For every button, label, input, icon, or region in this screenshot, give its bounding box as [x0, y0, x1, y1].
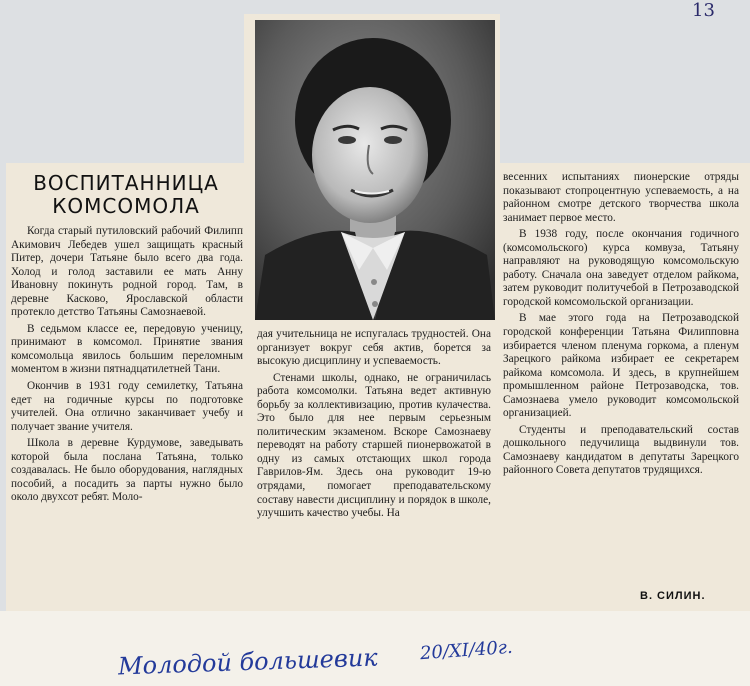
column-3-paragraph: В 1938 году, после окончания годичного (комсомольского) курса комвуза, Татьяну направляют на руководящую комсомольскую работу. Сначала она заведует отделом райкома, затем руководит политучебой в Петрозаводской городской комсомольской организации. — [503, 228, 739, 308]
column-2-paragraph: дая учительница не испугалась трудностей. Она организует вокруг себя актив, борется за высокую дисциплину и успеваемость. — [257, 328, 491, 368]
column-3-paragraph: Студенты и преподавательский состав дошкольного педучилища выдвинули тов. Самознаеву кандидатом в депутаты Зарецкого районного Совета депутатов трудящихся. — [503, 423, 739, 477]
handwritten-date: 20/XI/40г. — [419, 636, 514, 665]
column-1-paragraph: В седьмом классе ее, передовую ученицу, принимают в комсомол. Принятие звания комсомольца явилось большим переломным моментом в жизни пятнадцатилетней Тани. — [11, 322, 243, 376]
article-column-1 — [11, 225, 243, 508]
article-column-2 — [257, 328, 491, 524]
headline-line1: ВОСПИТАННИЦА — [33, 171, 219, 195]
handwritten-source: Молодой большевик — [117, 643, 379, 681]
column-1-paragraph: Окончив в 1931 году семилетку, Татьяна едет на годичные курсы по подготовке учителей. Она отлично заканчивает учебу и получает звание учителя. — [11, 380, 243, 433]
article-column-3 — [503, 171, 739, 481]
headline — [10, 172, 242, 218]
headline-line2: КОМСОМОЛА — [52, 194, 200, 218]
portrait-photo — [255, 20, 495, 320]
column-3-paragraph: В мае этого года на Петрозаводской городской конференции Татьяна Филипповна избирается членом пленума горкома, а пленум Зарецкого райкома избирает ее секретарем райкома комсомола. И здесь, в крупнейшем промышленном районе Петрозаводска, тов. Самознаева умело руководит комсомольской организацией. — [503, 312, 739, 420]
author-signature: В. СИЛИН. — [640, 590, 706, 602]
portrait-photo-image — [255, 20, 495, 320]
column-2-paragraph: Стенами школы, однако, не ограничилась работа комсомолки. Татьяна ведет активную борьбу за коллективизацию, против кулачества. Это было для нее первым серьезным политическим экзаменом. Вскоре Самознаеву переводят на работу старшей пионервожатой в одну из самых отстающих школ города Гаврилов-Ям. Здесь она руководит 19-ю отрядами, помогает преподавательскому составу навести дисциплину и порядок в школе, улучшить качество учебы. На — [257, 371, 491, 520]
page-number: 13 — [692, 0, 715, 21]
column-1-paragraph: Когда старый путиловский рабочий Филипп Акимович Лебедев ушел защищать красный Питер, дочери Татьяне было всего два года. Холод и голод заставили ее мать Анну Ивановну покинуть родной город. Там, в деревне Касково, Ярославской области протекло детство Татьяны Самознаевой. — [11, 225, 243, 319]
column-3-paragraph: весенних испытаниях пионерские отряды показывают стопроцентную успеваемость, а на районном смотре детского творчества школа занимает первое место. — [503, 171, 739, 224]
column-1-paragraph: Школа в деревне Курдумове, заведывать которой была послана Татьяна, только создавалась. Не было оборудования, наглядных пособий, а посадить за парты нужно было около двухсот ребят. Моло- — [11, 437, 243, 504]
